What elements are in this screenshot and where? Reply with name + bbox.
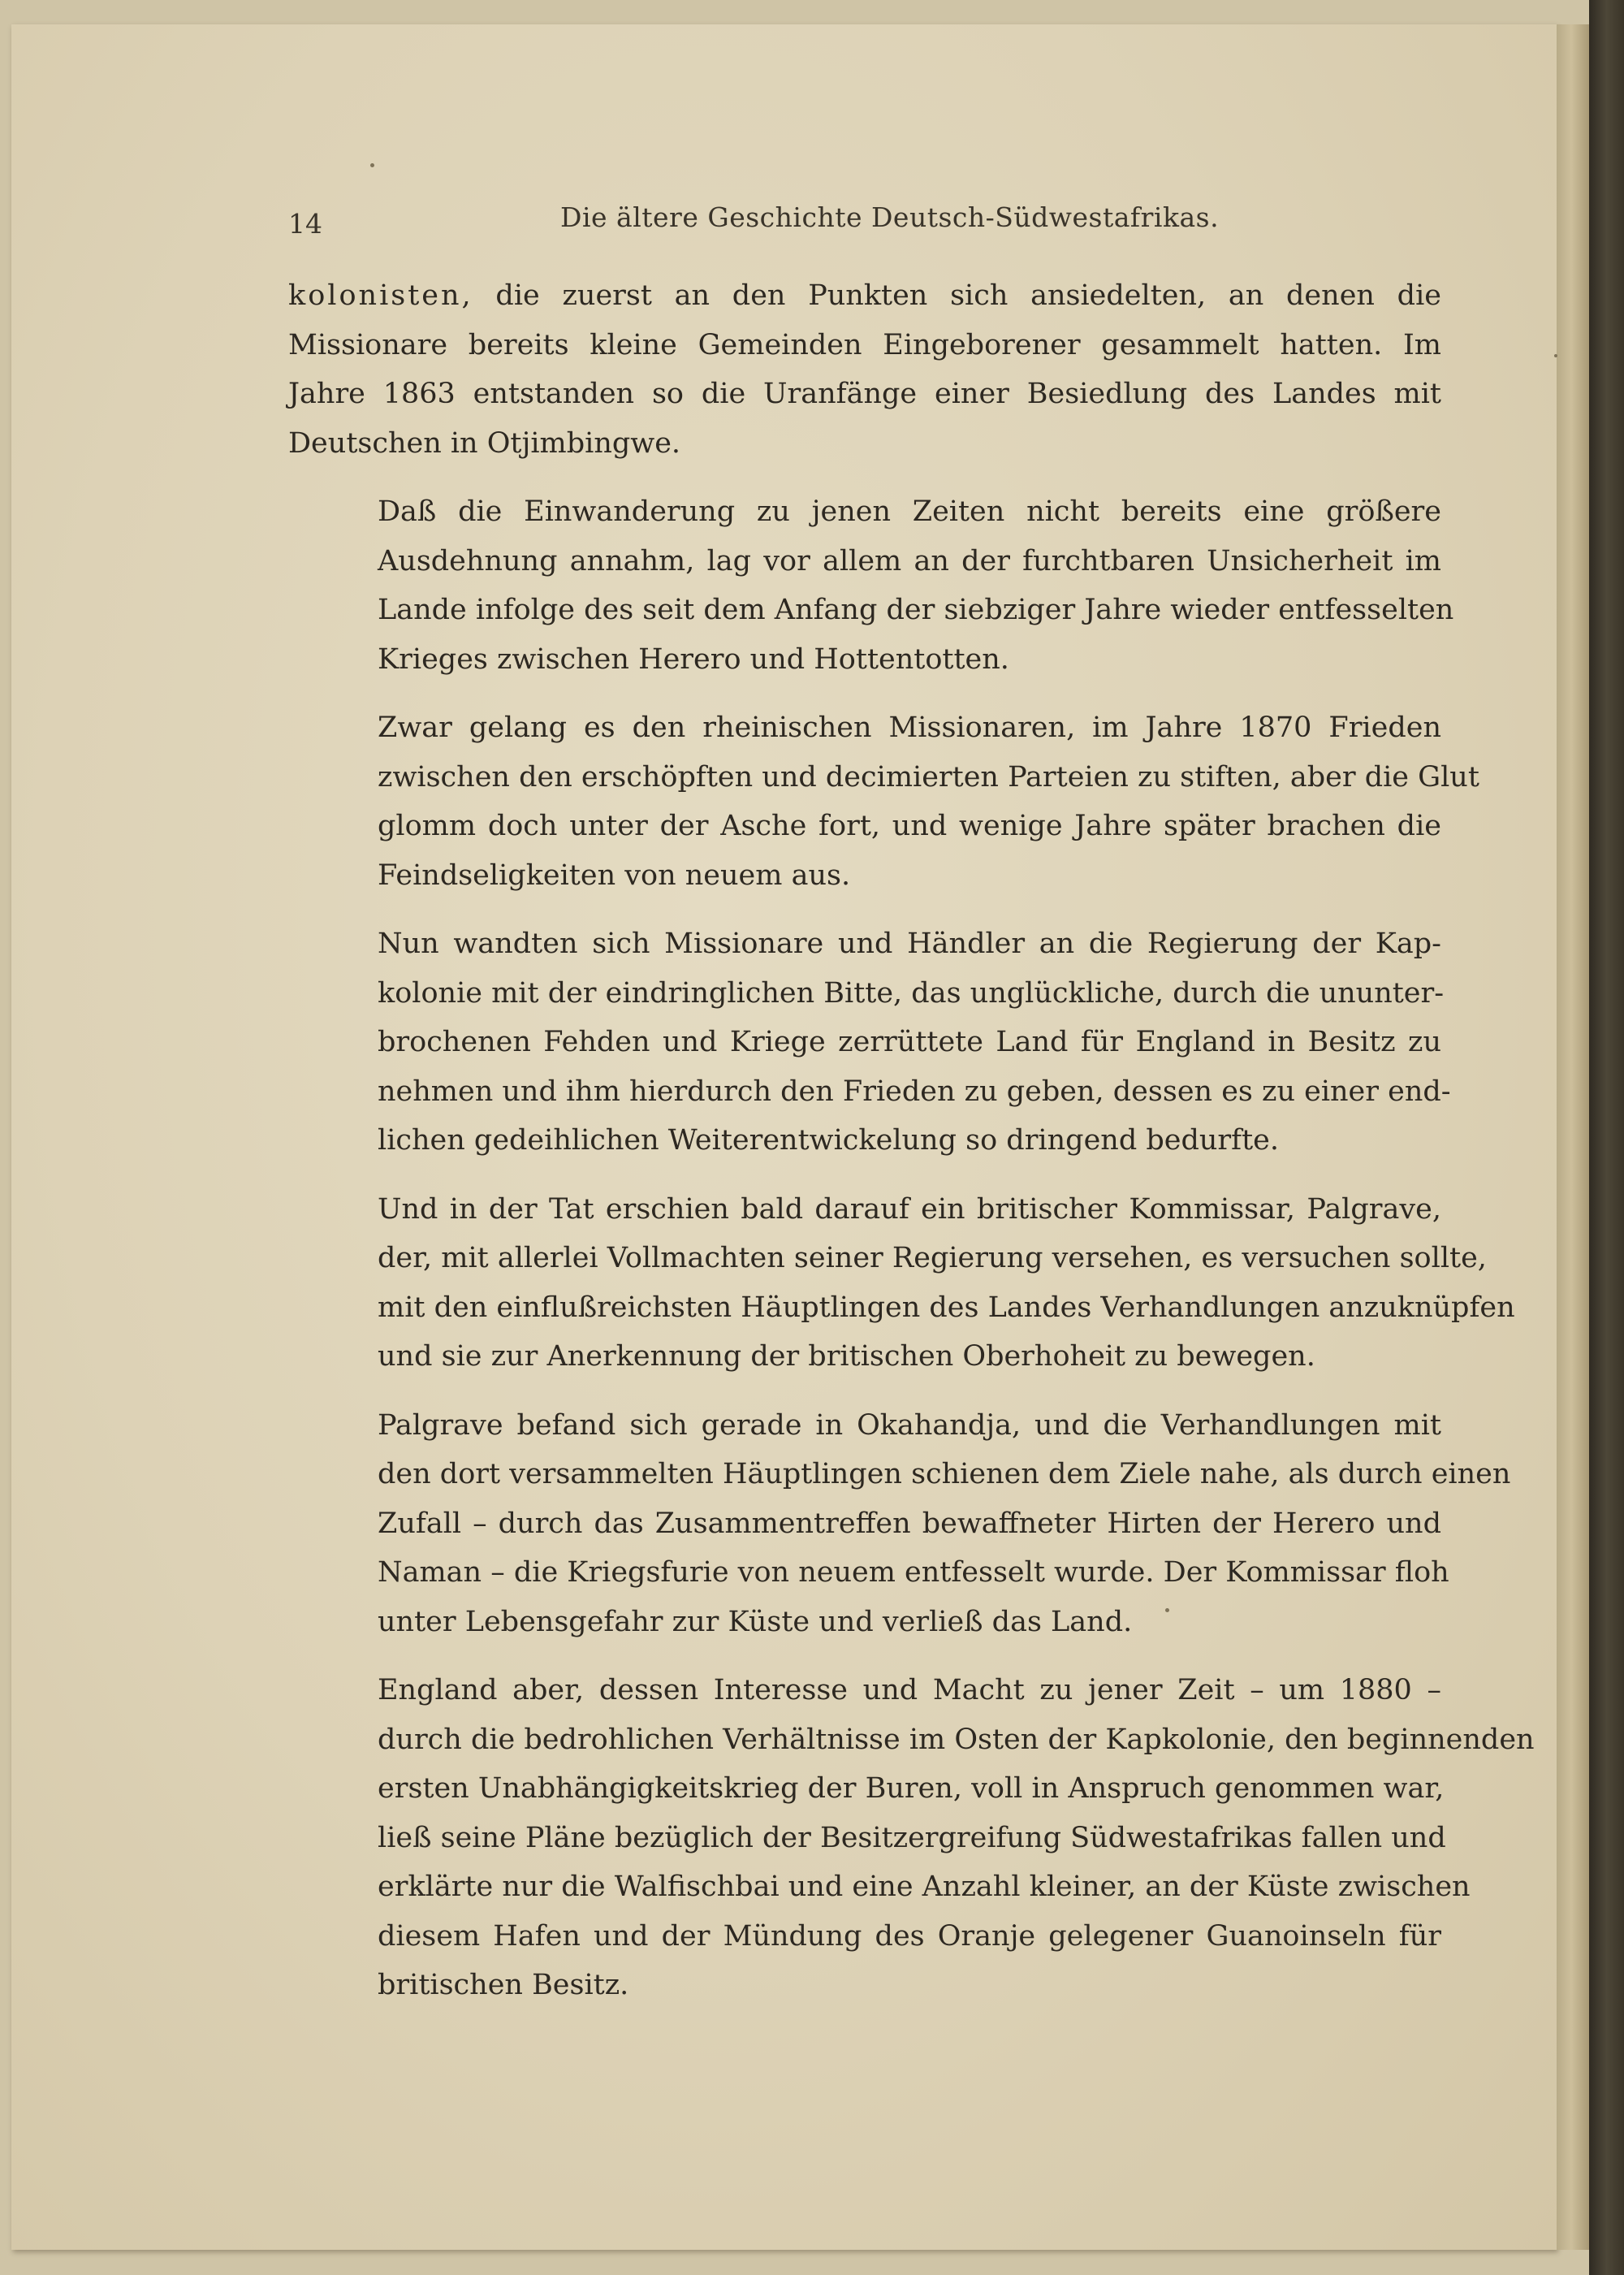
text-line: und sie zur Anerkennung der britischen Oberhoheit zu bewegen. bbox=[378, 1340, 1315, 1373]
text-line: glomm doch unter der Asche fort, und wenige Jahre später brachen die bbox=[378, 810, 1441, 842]
text-line: britischen Besitz. bbox=[378, 1969, 629, 2001]
text-line: Zufall – durch das Zusammentreffen bewaffneter Hirten der Herero und bbox=[378, 1507, 1441, 1540]
spaced-word: kolonisten, bbox=[288, 279, 473, 312]
text-line: zwischen den erschöpften und decimierten Parteien zu stiften, aber die Glut bbox=[378, 760, 1479, 794]
text-line: erklärte nur die Walfischbai und eine Anzahl kleiner, an der Küste zwischen bbox=[378, 1871, 1471, 1903]
text-line: Jahre 1863 entstanden so die Uranfänge einer Besiedlung des Landes mit bbox=[288, 378, 1441, 410]
text-line: Lande infolge des seit dem Anfang der siebziger Jahre wieder entfesselten bbox=[378, 594, 1454, 626]
text-line: nehmen und ihm hierdurch den Frieden zu geben, dessen es zu einer end- bbox=[378, 1075, 1451, 1108]
text-line: Und in der Tat erschien bald darauf ein britischer Kommissar, Palgrave, bbox=[378, 1192, 1441, 1226]
text-line: diesem Hafen und der Mündung des Oranje gelegener Guanoinseln für bbox=[378, 1919, 1441, 1953]
text-line: lichen gedeihlichen Weiterentwickelung so dringend bedurfte. bbox=[378, 1124, 1280, 1157]
paragraph-7 bbox=[288, 1666, 1535, 2010]
text-line: England aber, dessen Interesse und Macht zu jener Zeit – um 1880 – bbox=[378, 1674, 1441, 1706]
text-line: kolonie mit der eindringlichen Bitte, das unglückliche, durch die ununter- bbox=[378, 976, 1445, 1010]
text-line: mit den einflußreichsten Häuptlingen des Landes Verhandlungen anzuknüpfen bbox=[378, 1291, 1515, 1324]
paragraph-1 bbox=[288, 271, 1441, 468]
text-line: Krieges zwischen Herero und Hottentotten. bbox=[378, 642, 1009, 676]
text-line: Palgrave befand sich gerade in Okahandja, und die Verhandlungen mit bbox=[378, 1408, 1441, 1442]
body-text bbox=[288, 271, 1535, 2030]
paragraph-4 bbox=[288, 919, 1451, 1166]
text-line: Missionare bereits kleine Gemeinden Eingeborener gesammelt hatten. Im bbox=[288, 328, 1441, 361]
paragraph-5 bbox=[288, 1185, 1515, 1382]
running-title: Die ältere Geschichte Deutsch-Südwestafrikas. bbox=[560, 201, 1220, 233]
paragraph-2 bbox=[288, 487, 1454, 684]
text-line: ersten Unabhängigkeitskrieg der Buren, voll in Anspruch genommen war, bbox=[378, 1772, 1445, 1805]
text-line: ließ seine Pläne bezüglich der Besitzergreifung Südwestafrikas fallen und bbox=[378, 1821, 1446, 1854]
paragraph-3 bbox=[288, 703, 1479, 900]
text-line: Naman – die Kriegsfurie von neuem entfesselt wurde. Der Kommissar floh bbox=[378, 1556, 1449, 1589]
running-header bbox=[288, 201, 1441, 242]
text-line: durch die bedrohlichen Verhältnisse im Osten der Kapkolonie, den beginnenden bbox=[378, 1723, 1535, 1756]
book-cover-edge bbox=[1589, 0, 1624, 2275]
text-line: der, mit allerlei Vollmachten seiner Regierung versehen, es versuchen sollte, bbox=[378, 1242, 1487, 1274]
text-line: Ausdehnung annahm, lag vor allem an der furchtbaren Unsicherheit im bbox=[378, 544, 1441, 577]
text-line: Zwar gelang es den rheinischen Missionaren, im Jahre 1870 Frieden bbox=[378, 711, 1441, 744]
text-line: den dort versammelten Häuptlingen schienen dem Ziele nahe, als durch einen bbox=[378, 1458, 1511, 1490]
page-number: 14 bbox=[288, 208, 322, 240]
text-line: Nun wandten sich Missionare und Händler an die Regierung der Kap- bbox=[378, 928, 1441, 960]
text-line: brochenen Fehden und Kriege zerrüttete Land für England in Besitz zu bbox=[378, 1026, 1441, 1058]
paragraph-6 bbox=[288, 1401, 1511, 1647]
text-line: unter Lebensgefahr zur Küste und verließ das Land. bbox=[378, 1605, 1133, 1638]
paper-speck bbox=[1554, 354, 1557, 357]
text-line: Deutschen in Otjimbingwe. bbox=[288, 426, 681, 460]
text-line: kolonisten, die zuerst an den Punkten sich ansiedelten, an denen die bbox=[288, 279, 1441, 312]
paper-speck bbox=[370, 163, 374, 167]
text-line: Feindseligkeiten von neuem aus. bbox=[378, 859, 851, 892]
page-gutter bbox=[1557, 24, 1589, 2250]
text-line: Daß die Einwanderung zu jenen Zeiten nicht bereits eine größere bbox=[378, 495, 1441, 528]
